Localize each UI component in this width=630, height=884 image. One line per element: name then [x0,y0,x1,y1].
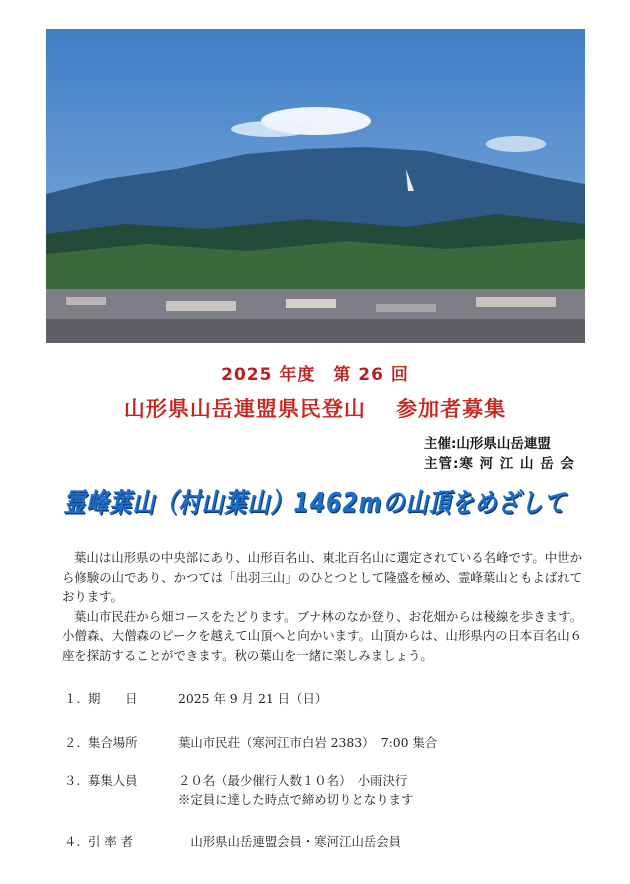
page-title: 山形県山岳連盟県民登山 参加者募集 [123,397,507,421]
detail-label-meeting-place: 集合場所 [88,735,138,750]
edition-label: 2025 年度 第 26 回 [221,365,409,385]
intro-paragraph-1: 葉山は山形県の中央部にあり、山形百名山、東北百名山に選定されている名峰です。中世から修験の山であり、かつては「出羽三山」のひとつとして隆盛を極め、霊峰葉山ともよばれております。 [62,550,582,605]
detail-value-capacity: ２０名（最少催行人数１０名） 小雨決行 [178,773,408,788]
detail-label-date: 期 日 [88,691,138,706]
detail-number: ４. [64,834,81,849]
detail-number: １. [64,691,81,706]
detail-note-capacity: ※定員に達した時点で締め切りとなります [178,792,414,807]
detail-value-meeting-place: 葉山市民荘（寒河江市白岩 2383） 7:00 集合 [178,735,438,750]
detail-number: ３. [64,773,81,788]
intro-text [62,548,582,666]
detail-value-leader: 山形県山岳連盟会員・寒河江山岳会員 [178,834,402,849]
host-organization: 主催:山形県山岳連盟 [424,436,551,452]
detail-label-capacity: 募集人員 [88,773,138,788]
detail-number: ２. [64,735,81,750]
managing-organization: 主管:寒 河 江 山 岳 会 [424,456,575,472]
mountain-photo [46,29,585,343]
intro-paragraph-2: 葉山市民荘から畑コースをたどります。ブナ林のなか登り、お花畑からは稜線を歩きます。小僧森、大僧森のピークを越えて山頂へと向かいます。山頂からは、山形県内の日本百名山６座を探訪することができます。秋の葉山を一緒に楽しみましょう。 [62,608,582,663]
subtitle: 霊峰葉山（村山葉山）1462mの山頂をめざして [63,488,567,519]
detail-value-date: 2025 年 9 月 21 日（日） [178,691,328,706]
detail-label-leader: 引 率 者 [88,834,134,849]
